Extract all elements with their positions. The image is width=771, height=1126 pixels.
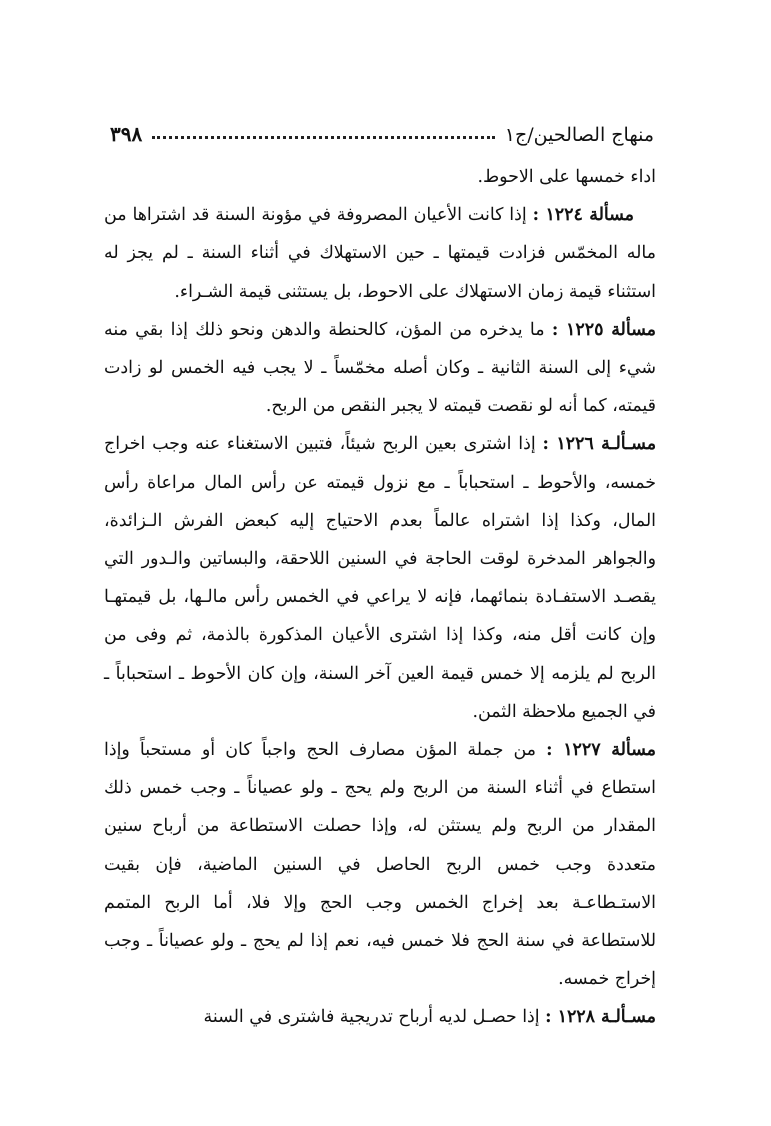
paragraph-text: إذا حصـل لديه أرباح تدريجية فاشترى في السنة xyxy=(203,1007,540,1028)
masala-1227 xyxy=(104,731,656,998)
masala-1225 xyxy=(104,311,656,426)
page-number: ٣٩٨ xyxy=(110,122,143,146)
paragraph-text: إذا اشترى بعين الربح شيئاً، فتبين الاستغناء عنه وجب اخراج خمسه، والأحوط ـ استحباباً ـ مع نزول قيمته عن رأس المال مراعاة رأس المال، وكذا إذا اشتراه عالماً بعدم الاحتياج إليه كبعض الفرش الـزائدة، والجواهر المدخرة لوقت الحاجة في السنين اللاحقة، والبساتين والـدور التي يقصـد الاستفـادة بنمائهما، فإنه لا يراعي في الخمس رأس مالـها، بل قيمتهـا وإن كانت أقل منه، وكذا إذا اشترى الأعيان المذكورة بالذمة، ثم وفى من الربح لم يلزمه إلا خمس قيمة العين آخر السنة، وإن كان الأحوط ـ استحباباً ـ في الجميع ملاحظة الثمن. xyxy=(104,434,656,722)
masala-1228 xyxy=(104,998,656,1036)
header-dot-leader xyxy=(152,136,495,139)
masala-label: مسـألـة ١٢٢٨ : xyxy=(545,1007,656,1028)
paragraph-text: من جملة المؤن مصارف الحج واجباً كان أو مستحباً وإذا استطاع في أثناء السنة من الربح ولم يحج ـ ولو عصياناً ـ وجب خمس ذلك المقدار من الربح ولم يستثن له، وإذا حصلت الاستطاعة من أرباح سنين متعددة وجب خمس الربح الحاصل في السنين الماضية، فإن بقيت الاستـطاعـة بعد إخراج الخمس وجب الحج وإلا فلا، أما الربح المتمم للاستطاعة في سنة الحج فلا خمس فيه، نعم إذا لم يحج ـ ولو عصياناً ـ وجب إخراج خمسه. xyxy=(104,740,656,990)
masala-label: مسألة ١٢٢٧ : xyxy=(546,740,656,761)
masala-1226 xyxy=(104,425,656,731)
paragraph-text: ما يدخره من المؤن، كالحنطة والدهن ونحو ذلك إذا بقي منه شيء إلى السنة الثانية ـ وكان أصله مخمّساً ـ لا يجب فيه الخمس لو زادت قيمته، كما أنه لو نقصت قيمته لا يجبر النقص من الربح. xyxy=(104,319,656,417)
paragraph-text: اداء خمسها على الاحوط. xyxy=(477,167,656,187)
masala-label: مسألة ١٢٢٤ : xyxy=(532,205,634,226)
paragraph-text: إذا كانت الأعيان المصروفة في مؤونة السنة قد اشتراها من ماله المخمّس فزادت قيمتها ـ حين الاستهلاك في أثناء السنة ـ لم يجز له استثناء قيمة زمان الاستهلاك على الاحوط، بل يستثنى قيمة الشـراء. xyxy=(104,205,656,302)
running-title: منهاج الصالحين/ج١ xyxy=(504,124,654,146)
body-text xyxy=(104,158,656,1037)
page-header xyxy=(110,112,654,146)
paragraph-continuation xyxy=(104,158,656,196)
masala-label: مسـألـة ١٢٢٦ : xyxy=(542,434,657,455)
masala-1224 xyxy=(104,196,656,311)
masala-label: مسألة ١٢٢٥ : xyxy=(551,319,656,340)
